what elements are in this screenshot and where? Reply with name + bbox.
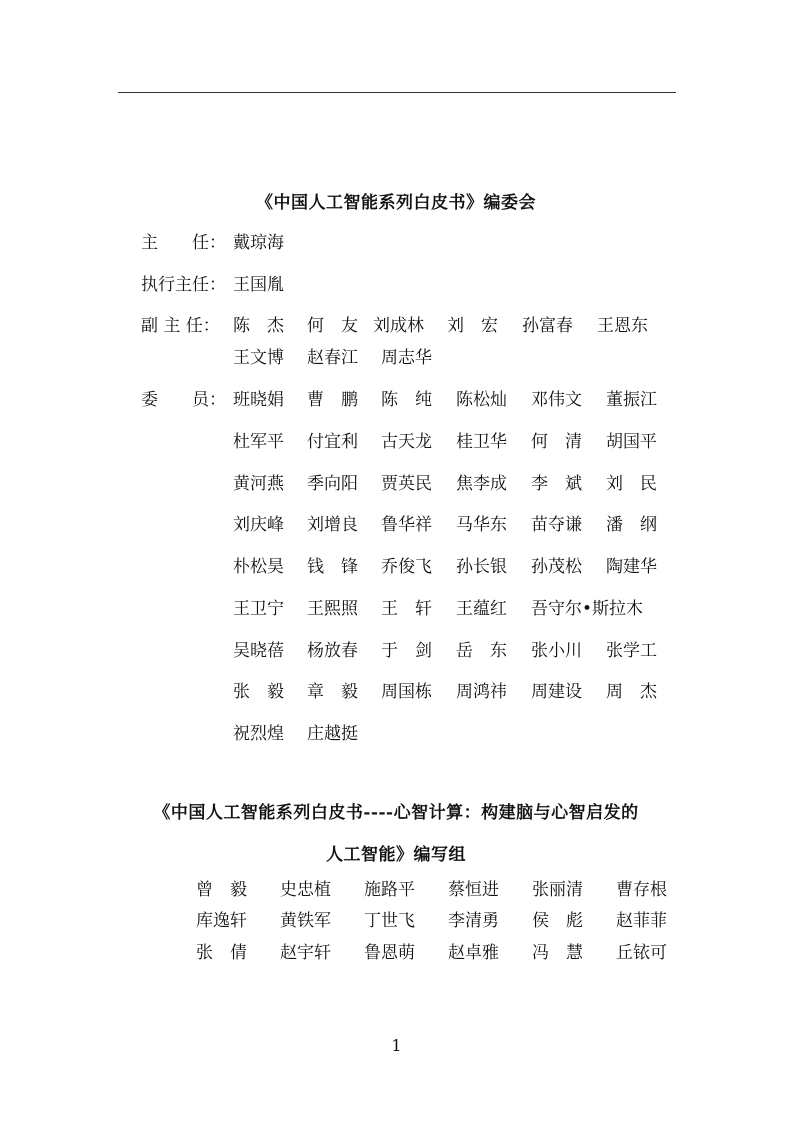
director-name: 戴琼海 [233, 233, 284, 253]
member-name: 朴松昊 [233, 557, 284, 577]
exec-director-label: 执行主任： [141, 275, 226, 295]
vice-director-name: 刘成林 [373, 316, 424, 336]
members-label: 委 员： [141, 390, 226, 410]
director-label: 主 任： [141, 233, 226, 253]
member-name: 桂卫华 [456, 432, 507, 452]
writer-name: 史忠植 [280, 880, 331, 900]
member-name: 乔俊飞 [381, 557, 432, 577]
member-name: 董振江 [606, 390, 657, 410]
member-name: 潘 纲 [606, 515, 657, 535]
vice-director-name: 赵春江 [307, 348, 358, 368]
member-name: 班晓娟 [233, 390, 284, 410]
member-name: 于 剑 [381, 641, 432, 661]
writer-name: 侯 彪 [532, 911, 583, 931]
exec-director-name: 王国胤 [233, 275, 284, 295]
member-name: 张 毅 [233, 682, 284, 702]
member-name: 何 清 [531, 432, 582, 452]
member-name: 刘庆峰 [233, 515, 284, 535]
member-name: 庄越挺 [307, 724, 358, 744]
member-name: 王卫宁 [233, 599, 284, 619]
member-name: 吾守尔•斯拉木 [531, 599, 644, 619]
member-name: 邓伟文 [531, 390, 582, 410]
member-name: 陈 纯 [381, 390, 432, 410]
writing-group-title-line2: 人工智能》编写组 [326, 845, 466, 865]
member-name: 胡国平 [606, 432, 657, 452]
vice-director-name: 周志华 [381, 348, 432, 368]
member-name: 贾英民 [381, 474, 432, 494]
writer-name: 鲁恩萌 [364, 943, 415, 963]
member-name: 吴晓蓓 [233, 641, 284, 661]
writing-group-title-line1: 《中国人工智能系列白皮书----心智计算：构建脑与心智启发的 [153, 803, 639, 823]
writer-name: 李清勇 [448, 911, 499, 931]
member-name: 付宜利 [307, 432, 358, 452]
member-name: 刘 民 [606, 474, 657, 494]
vice-director-name: 王文博 [233, 348, 284, 368]
member-name: 祝烈煌 [233, 724, 284, 744]
member-name: 杨放春 [307, 641, 358, 661]
member-name: 陶建华 [606, 557, 657, 577]
writer-name: 蔡恒进 [448, 880, 499, 900]
member-name: 章 毅 [307, 682, 358, 702]
writer-name: 张丽清 [532, 880, 583, 900]
writer-name: 张 倩 [196, 943, 247, 963]
writer-name: 丁世飞 [364, 911, 415, 931]
vice-director-label: 副 主 任： [141, 316, 220, 336]
member-name: 鲁华祥 [381, 515, 432, 535]
member-name: 杜军平 [233, 432, 284, 452]
member-name: 张学工 [606, 641, 657, 661]
member-name: 苗夺谦 [531, 515, 582, 535]
member-name: 马华东 [456, 515, 507, 535]
writer-name: 赵宇轩 [280, 943, 331, 963]
member-name: 王熙照 [307, 599, 358, 619]
member-name: 黄河燕 [233, 474, 284, 494]
member-name: 李 斌 [531, 474, 582, 494]
member-name: 陈松灿 [456, 390, 507, 410]
vice-director-name: 王恩东 [597, 316, 648, 336]
writer-name: 冯 慧 [532, 943, 583, 963]
writer-name: 施路平 [364, 880, 415, 900]
writer-name: 曹存根 [616, 880, 667, 900]
committee-title: 《中国人工智能系列白皮书》编委会 [256, 193, 536, 213]
member-name: 周建设 [531, 682, 582, 702]
member-name: 周国栋 [381, 682, 432, 702]
page-number: 1 [391, 1036, 402, 1055]
member-name: 王 轩 [381, 599, 432, 619]
writer-name: 库逸轩 [196, 911, 247, 931]
member-name: 钱 锋 [307, 557, 358, 577]
header-rule [118, 92, 676, 93]
member-name: 古天龙 [381, 432, 432, 452]
member-name: 孙茂松 [531, 557, 582, 577]
writer-name: 曾 毅 [196, 880, 247, 900]
vice-director-name: 陈 杰 [233, 316, 284, 336]
member-name: 孙长银 [456, 557, 507, 577]
member-name: 张小川 [531, 641, 582, 661]
writer-name: 黄铁军 [280, 911, 331, 931]
member-name: 季向阳 [307, 474, 358, 494]
member-name: 曹 鹏 [307, 390, 358, 410]
member-name: 岳 东 [456, 641, 507, 661]
member-name: 周鸿祎 [456, 682, 507, 702]
writer-name: 赵卓雅 [448, 943, 499, 963]
writer-name: 赵菲菲 [616, 911, 667, 931]
vice-director-name: 孙富春 [522, 316, 573, 336]
vice-director-name: 何 友 [307, 316, 358, 336]
member-name: 周 杰 [606, 682, 657, 702]
member-name: 焦李成 [456, 474, 507, 494]
member-name: 刘增良 [307, 515, 358, 535]
member-name: 王蕴红 [456, 599, 507, 619]
writer-name: 丘铱可 [616, 943, 667, 963]
vice-director-name: 刘 宏 [447, 316, 498, 336]
